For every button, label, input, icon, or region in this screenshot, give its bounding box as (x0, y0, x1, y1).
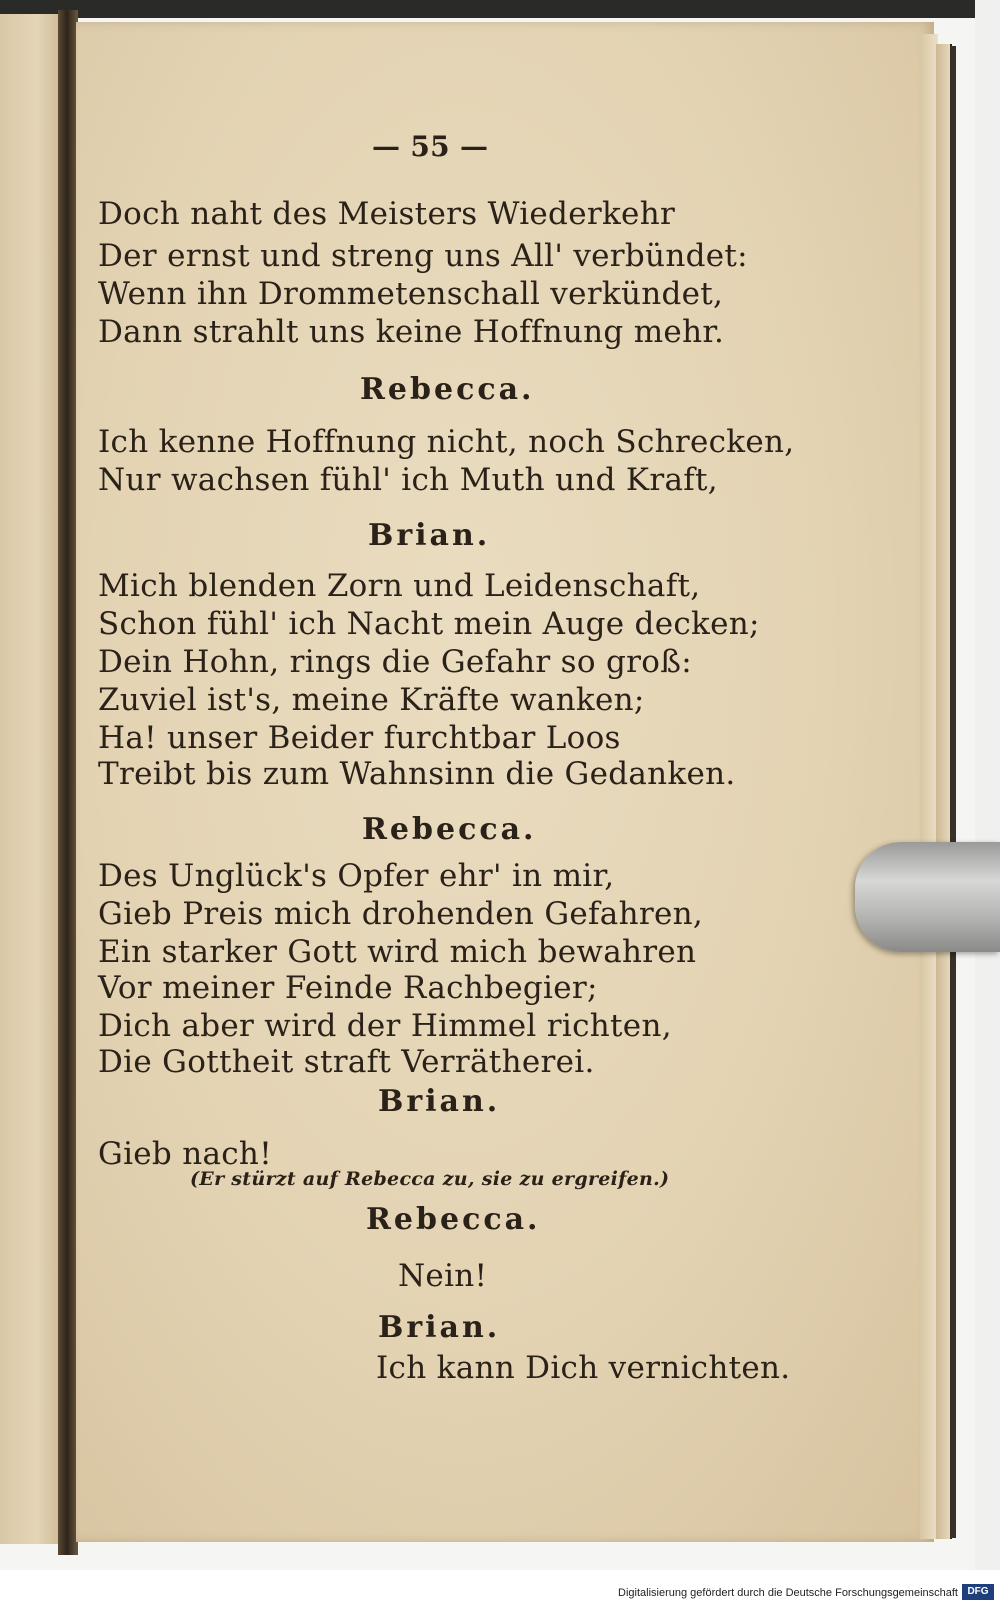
verse-line: Gieb nach! (98, 1136, 272, 1172)
verse-line: Ha! unser Beider furchtbar Loos (98, 720, 621, 756)
speaker-name: Rebecca. (366, 1202, 541, 1237)
verse-line: Wenn ihn Drommetenschall verkündet, (98, 276, 724, 312)
speaker-name: Brian. (378, 1084, 501, 1119)
dfg-logo: DFG (962, 1584, 994, 1600)
verse-line: Ich kenne Hoffnung nicht, noch Schrecken, (98, 424, 795, 460)
scanner-background-right (975, 0, 1000, 1570)
stage-direction: (Er stürzt auf Rebecca zu, sie zu ergreifen.) (190, 1168, 670, 1190)
speaker-name: Rebecca. (360, 372, 535, 407)
verse-line: Dein Hohn, rings die Gefahr so groß: (98, 644, 692, 680)
verse-line: Ich kann Dich vernichten. (376, 1350, 791, 1386)
verse-line: Doch naht des Meisters Wiederkehr (98, 196, 676, 232)
verse-line: Treibt bis zum Wahnsinn die Gedanken. (98, 756, 736, 792)
verse-line: Dich aber wird der Himmel richten, (98, 1008, 672, 1044)
previous-page-edge (0, 14, 62, 1544)
page-clip-image (855, 842, 1000, 952)
speaker-name: Brian. (368, 518, 491, 553)
speaker-name: Brian. (378, 1310, 501, 1345)
verse-line: Nur wachsen fühl' ich Muth und Kraft, (98, 462, 718, 498)
verse-line: Nein! (398, 1258, 488, 1294)
verse-line: Mich blenden Zorn und Leidenschaft, (98, 568, 701, 604)
verse-line: Gieb Preis mich drohenden Gefahren, (98, 896, 704, 932)
page-number: — 55 — (372, 130, 489, 163)
verse-line: Die Gottheit straft Verrätherei. (98, 1044, 595, 1080)
scanner-background (0, 0, 1000, 18)
verse-line: Des Unglück's Opfer ehr' in mir, (98, 858, 615, 894)
verse-line: Der ernst und streng uns All' verbündet: (98, 238, 748, 274)
verse-line: Ein starker Gott wird mich bewahren (98, 934, 697, 970)
page-edge (950, 46, 956, 1538)
verse-line: Vor meiner Feinde Rachbegier; (98, 970, 598, 1006)
book-gutter (58, 10, 78, 1555)
verse-line: Dann strahlt uns keine Hoffnung mehr. (98, 314, 725, 350)
verse-line: Zuviel ist's, meine Kräfte wanken; (98, 682, 645, 718)
footer-credit: Digitalisierung gefördert durch die Deutsche Forschungsgemeinschaft (618, 1587, 958, 1599)
speaker-name: Rebecca. (362, 812, 537, 847)
verse-line: Schon fühl' ich Nacht mein Auge decken; (98, 606, 760, 642)
